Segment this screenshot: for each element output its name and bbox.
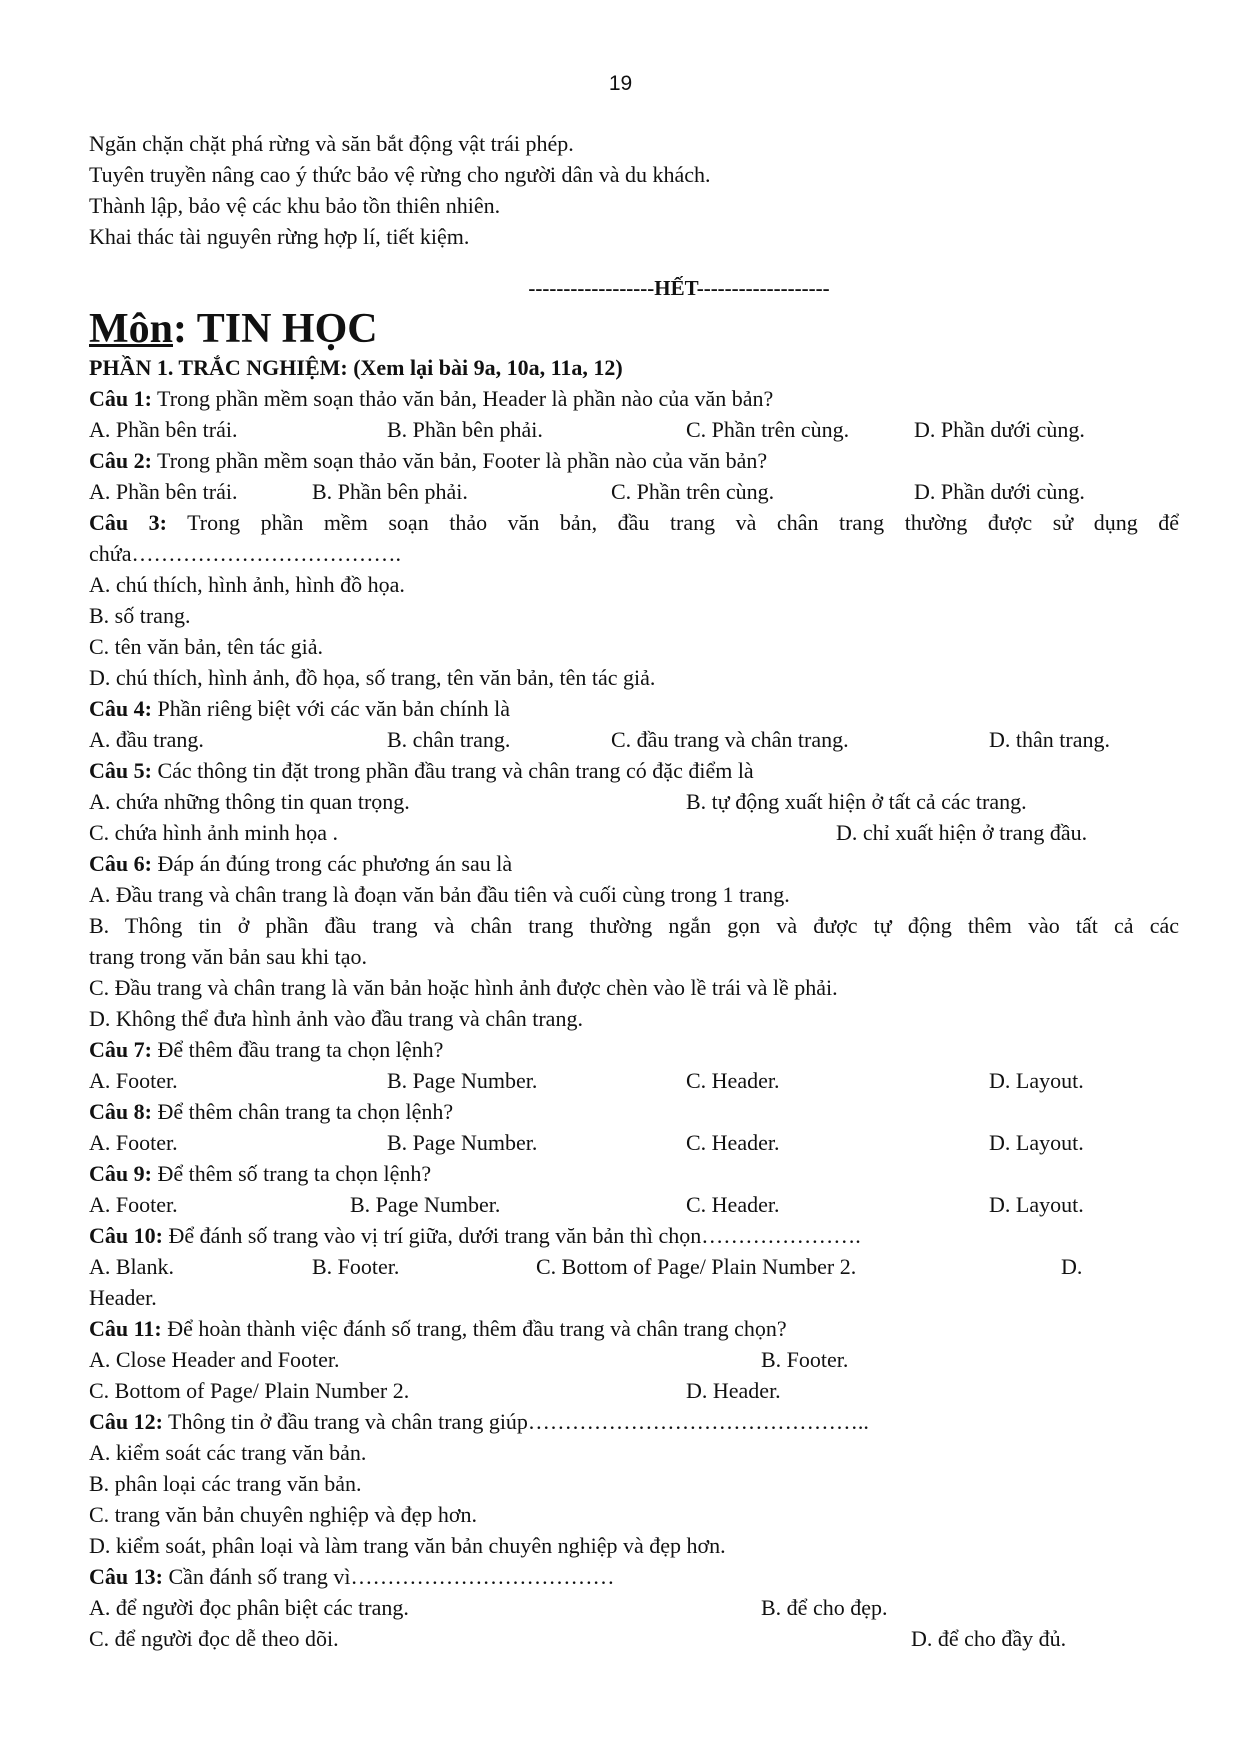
intro-line: Ngăn chặn chặt phá rừng và săn bắt động vật trái phép. — [89, 131, 574, 156]
option-d: D. Layout. — [989, 1130, 1084, 1155]
section-heading: PHẦN 1. TRẮC NGHIỆM: (Xem lại bài 9a, 10a, 11a, 12) — [89, 355, 623, 380]
question-stem: Câu 10: Để đánh số trang vào vị trí giữa, dưới trang văn bản thì chọn…………………. — [89, 1223, 861, 1248]
intro-line: Khai thác tài nguyên rừng hợp lí, tiết kiệm. — [89, 224, 470, 249]
option-d: D. Phần dưới cùng. — [914, 417, 1085, 442]
option-row — [89, 1375, 1179, 1406]
option-c: C. Header. — [686, 1192, 780, 1217]
option-c: C. chứa hình ảnh minh họa . — [89, 820, 338, 845]
option-c: C. Phần trên cùng. — [686, 417, 850, 442]
intro-line: Thành lập, bảo vệ các khu bảo tồn thiên nhiên. — [89, 193, 501, 218]
option-c: C. Bottom of Page/ Plain Number 2. — [89, 1378, 410, 1403]
subject-name: : TIN HỌC — [173, 306, 378, 352]
option-row — [89, 724, 1179, 755]
option-b: B. Page Number. — [387, 1130, 538, 1155]
option-c: C. Phần trên cùng. — [611, 479, 775, 504]
option-b: B. tự động xuất hiện ở tất cả các trang. — [686, 789, 1027, 814]
option-row — [89, 1623, 1179, 1654]
option-b: B. phân loại các trang văn bản. — [89, 1471, 362, 1496]
option-d-continued: Header. — [89, 1285, 157, 1310]
option-d: D. Header. — [686, 1378, 781, 1403]
option-row — [89, 414, 1179, 445]
option-row — [89, 1065, 1179, 1096]
option-b: B. Page Number. — [387, 1068, 538, 1093]
option-d: D. chú thích, hình ảnh, đồ họa, số trang, tên văn bản, tên tác giả. — [89, 665, 656, 690]
option-b: B. Page Number. — [350, 1192, 501, 1217]
question-stem: Câu 3: Trong phần mềm soạn thảo văn bản, đầu trang và chân trang thường được sử dụng để — [89, 510, 1179, 535]
option-c: C. Header. — [686, 1068, 780, 1093]
subject-heading — [89, 306, 1179, 352]
option-a: A. chứa những thông tin quan trọng. — [89, 789, 410, 814]
option-d: D. chỉ xuất hiện ở trang đầu. — [836, 820, 1088, 845]
option-b: B. Footer. — [761, 1347, 849, 1372]
option-b: B. Phần bên phải. — [387, 417, 543, 442]
option-row — [89, 1344, 1179, 1375]
option-row — [89, 786, 1179, 817]
option-a: A. Close Header and Footer. — [89, 1347, 340, 1372]
option-a: A. kiểm soát các trang văn bản. — [89, 1440, 367, 1465]
option-b: B. Phần bên phải. — [312, 479, 468, 504]
option-row — [89, 1592, 1179, 1623]
option-b-continued: trang trong văn bản sau khi tạo. — [89, 944, 367, 969]
option-d: D. Không thể đưa hình ảnh vào đầu trang và chân trang. — [89, 1006, 583, 1031]
option-b: B. chân trang. — [387, 727, 511, 752]
question-stem: Câu 7: Để thêm đầu trang ta chọn lệnh? — [89, 1037, 444, 1062]
option-b: B. số trang. — [89, 603, 191, 628]
option-d: D. — [1061, 1254, 1083, 1279]
option-row — [89, 1251, 1179, 1282]
option-a: A. Footer. — [89, 1068, 178, 1093]
question-stem: Câu 5: Các thông tin đặt trong phần đầu trang và chân trang có đặc điểm là — [89, 758, 754, 783]
subject-label: Môn — [89, 306, 173, 352]
option-d: D. để cho đầy đủ. — [911, 1626, 1067, 1651]
option-c: C. Đầu trang và chân trang là văn bản hoặc hình ảnh được chèn vào lề trái và lề phải. — [89, 975, 838, 1000]
option-a: A. để người đọc phân biệt các trang. — [89, 1595, 409, 1620]
option-a: A. chú thích, hình ảnh, hình đồ họa. — [89, 572, 405, 597]
option-row — [89, 476, 1179, 507]
option-b: B. Footer. — [312, 1254, 400, 1279]
page-content — [89, 128, 1179, 1654]
option-b: B. để cho đẹp. — [761, 1595, 888, 1620]
question-stem: Câu 13: Cần đánh số trang vì……………………………… — [89, 1564, 615, 1589]
option-c: C. đầu trang và chân trang. — [611, 727, 849, 752]
question-stem: Câu 9: Để thêm số trang ta chọn lệnh? — [89, 1161, 432, 1186]
option-a: A. Đầu trang và chân trang là đoạn văn bản đầu tiên và cuối cùng trong 1 trang. — [89, 882, 790, 907]
question-stem: Câu 1: Trong phần mềm soạn thảo văn bản, Header là phần nào của văn bản? — [89, 386, 774, 411]
option-d: D. kiểm soát, phân loại và làm trang văn bản chuyên nghiệp và đẹp hơn. — [89, 1533, 726, 1558]
option-c: C. trang văn bản chuyên nghiệp và đẹp hơn. — [89, 1502, 477, 1527]
option-c: C. để người đọc dễ theo dõi. — [89, 1626, 339, 1651]
option-d: D. Layout. — [989, 1068, 1084, 1093]
question-stem: Câu 2: Trong phần mềm soạn thảo văn bản, Footer là phần nào của văn bản? — [89, 448, 768, 473]
option-row — [89, 1127, 1179, 1158]
option-d: D. Phần dưới cùng. — [914, 479, 1085, 504]
option-row — [89, 1189, 1179, 1220]
option-row — [89, 817, 1179, 848]
option-a: A. Footer. — [89, 1130, 178, 1155]
option-a: A. Phần bên trái. — [89, 417, 238, 442]
option-c: C. tên văn bản, tên tác giả. — [89, 634, 323, 659]
option-a: A. Phần bên trái. — [89, 479, 238, 504]
option-c: C. Bottom of Page/ Plain Number 2. — [536, 1254, 857, 1279]
question-stem: Câu 12: Thông tin ở đầu trang và chân trang giúp……………………………………….. — [89, 1409, 869, 1434]
question-stem: Câu 6: Đáp án đúng trong các phương án sau là — [89, 851, 513, 876]
question-stem-continued: chứa………………………………. — [89, 541, 401, 566]
page-number: 19 — [608, 72, 633, 95]
question-stem: Câu 11: Để hoàn thành việc đánh số trang, thêm đầu trang và chân trang chọn? — [89, 1316, 787, 1341]
option-a: A. đầu trang. — [89, 727, 204, 752]
option-a: A. Footer. — [89, 1192, 178, 1217]
intro-line: Tuyên truyền nâng cao ý thức bảo vệ rừng cho người dân và du khách. — [89, 162, 711, 187]
option-a: A. Blank. — [89, 1254, 174, 1279]
option-c: C. Header. — [686, 1130, 780, 1155]
option-b: B. Thông tin ở phần đầu trang và chân trang thường ngắn gọn và được tự động thêm vào tất cả các — [89, 913, 1179, 938]
question-stem: Câu 8: Để thêm chân trang ta chọn lệnh? — [89, 1099, 454, 1124]
question-stem: Câu 4: Phần riêng biệt với các văn bản chính là — [89, 696, 510, 721]
option-d: D. Layout. — [989, 1192, 1084, 1217]
option-d: D. thân trang. — [989, 727, 1110, 752]
end-marker: ------------------HẾT------------------- — [528, 276, 830, 300]
